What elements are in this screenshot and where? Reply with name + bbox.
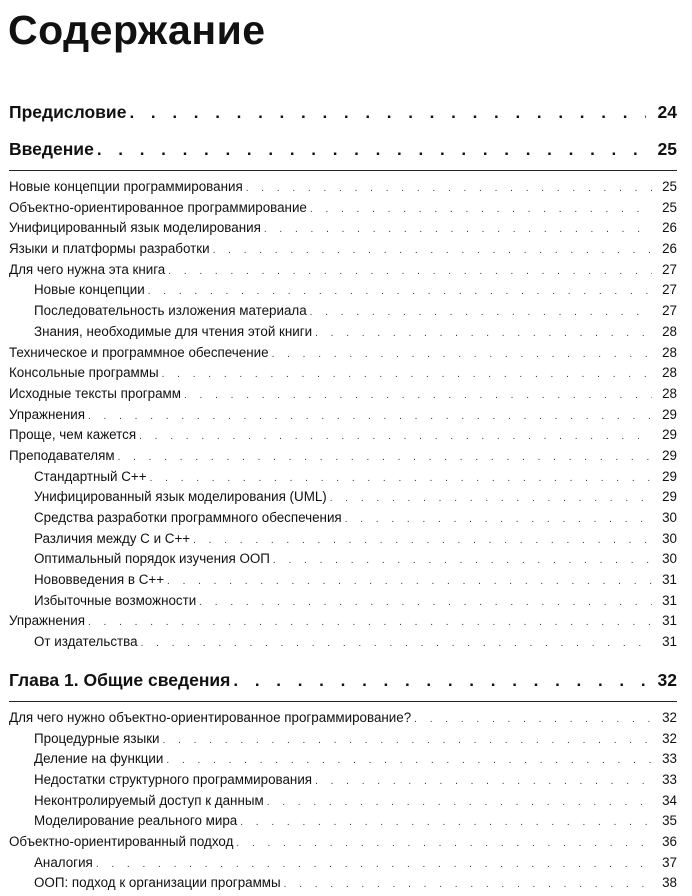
- entry-page-number: 30: [662, 510, 677, 525]
- dot-leader: [168, 262, 652, 283]
- toc-subentry: [9, 549, 677, 570]
- toc-entry: [9, 832, 677, 853]
- entry-page-number: 32: [662, 730, 677, 746]
- toc-entry: [9, 260, 677, 281]
- dot-leader: [414, 710, 652, 731]
- entry-title: Проще, чем кажется: [9, 427, 137, 443]
- dot-leader: [88, 407, 652, 428]
- entry-page-number: 29: [662, 406, 677, 422]
- entry-title: Оптимальный порядок изучения ООП: [34, 551, 270, 567]
- entry-page-number: 31: [662, 634, 677, 650]
- toc-subentry: [9, 770, 677, 791]
- dot-leader: [246, 179, 652, 200]
- toc-entry: [9, 343, 677, 364]
- dot-leader: [233, 667, 646, 695]
- entry-page-number: 27: [662, 303, 677, 319]
- entry-title: Упражнения: [9, 613, 85, 629]
- toc-entry: [9, 239, 677, 260]
- entry-title: Для чего нужно объектно-ориентированное программирование?: [9, 709, 412, 725]
- toc-entry: [9, 198, 677, 219]
- dot-leader: [199, 593, 652, 614]
- dot-leader: [213, 241, 652, 262]
- toc-subentry: [9, 570, 677, 591]
- dot-leader: [345, 510, 652, 531]
- entry-page-number: 29: [662, 489, 677, 505]
- dot-leader: [272, 345, 652, 366]
- entry-page-number: 38: [662, 875, 677, 891]
- dot-leader: [240, 813, 652, 834]
- entry-page-number: 30: [662, 530, 677, 546]
- toc-subentry: [9, 529, 677, 550]
- dot-leader: [267, 793, 652, 814]
- dot-leader: [141, 634, 652, 655]
- entry-page-number: 28: [662, 385, 677, 401]
- entry-title: Последовательность изложения материала: [34, 303, 307, 319]
- entry-title: Исходные тексты программ: [9, 385, 181, 401]
- entry-page-number: 36: [662, 833, 677, 849]
- table-of-contents: [9, 98, 677, 894]
- entry-title: Аналогия: [34, 854, 93, 870]
- entry-title: Недостатки структурного программирования: [34, 771, 313, 787]
- entry-title: Упражнения: [9, 406, 85, 422]
- toc-entry: [9, 177, 677, 198]
- entry-page-number: 29: [662, 468, 677, 484]
- entry-title: Деление на функции: [34, 751, 164, 767]
- dot-leader: [167, 572, 652, 593]
- toc-subentry: [9, 811, 677, 832]
- dot-leader: [330, 489, 652, 510]
- dot-leader: [96, 855, 652, 876]
- dot-leader: [162, 365, 652, 386]
- entry-title: Консольные программы: [9, 365, 159, 381]
- entry-page-number: 26: [662, 241, 677, 257]
- toc-subentry: [9, 749, 677, 770]
- toc-subentry: [9, 487, 677, 508]
- entry-page-number: 31: [662, 572, 677, 588]
- entry-page-number: 25: [662, 199, 677, 215]
- dot-leader: [129, 99, 646, 127]
- dot-leader: [97, 136, 646, 164]
- dot-leader: [184, 386, 652, 407]
- toc-entry: [9, 425, 677, 446]
- entry-title: Объектно-ориентированное программирование: [9, 199, 307, 215]
- dot-leader: [148, 282, 652, 303]
- toc-subentry: [9, 467, 677, 488]
- entry-page-number: 33: [662, 771, 677, 787]
- entry-title: Различия между С и С++: [34, 530, 191, 546]
- entry-title: Унифицированный язык моделирования: [9, 220, 261, 236]
- toc-subentry: [9, 729, 677, 750]
- entry-title: Средства разработки программного обеспечения: [34, 510, 342, 525]
- entry-title: Объектно-ориентированный подход: [9, 833, 234, 849]
- section-heading: [9, 135, 677, 163]
- entry-page-number: 32: [662, 709, 677, 725]
- entry-title: Для чего нужна эта книга: [9, 261, 166, 277]
- entry-title: Унифицированный язык моделирования (UML): [34, 489, 327, 505]
- entry-title: Процедурные языки: [34, 730, 160, 746]
- entry-page-number: 31: [662, 592, 677, 608]
- section-divider: [9, 701, 677, 702]
- entry-page-number: 26: [662, 220, 677, 236]
- toc-subentry: [9, 301, 677, 322]
- entry-page-number: 35: [662, 813, 677, 829]
- entry-page-number: 28: [662, 344, 677, 360]
- entry-page-number: 34: [662, 792, 677, 808]
- toc-entry: [9, 611, 677, 632]
- entry-page-number: 27: [662, 261, 677, 277]
- toc-subentry: [9, 280, 677, 301]
- section-heading: [9, 98, 677, 126]
- toc-entry: [9, 363, 677, 384]
- entry-page-number: 29: [662, 447, 677, 463]
- toc-subentry: [9, 508, 677, 529]
- toc-entry: [9, 405, 677, 426]
- entry-title: Избыточные возможности: [34, 592, 197, 608]
- entry-title: От издательства: [34, 634, 138, 650]
- dot-leader: [315, 772, 652, 793]
- entry-page-number: 27: [662, 282, 677, 298]
- dot-leader: [166, 751, 652, 772]
- entry-title: Неконтролируемый доступ к данным: [34, 792, 264, 808]
- dot-leader: [139, 427, 652, 448]
- toc-entry: [9, 708, 677, 729]
- entry-title: Предисловие: [9, 102, 127, 122]
- dot-leader: [284, 875, 652, 896]
- entry-title: ООП: подход к организации программы: [34, 875, 281, 891]
- dot-leader: [150, 469, 652, 490]
- entry-page-number: 31: [662, 613, 677, 629]
- dot-leader: [310, 200, 652, 221]
- entry-page-number: 29: [662, 427, 677, 443]
- toc-subentry: [9, 591, 677, 612]
- entry-title: Введение: [9, 139, 94, 159]
- dot-leader: [273, 551, 652, 572]
- page-title: Содержание: [8, 7, 266, 53]
- dot-leader: [88, 613, 652, 634]
- section-heading: [9, 666, 677, 694]
- entry-title: Глава 1. Общие сведения: [9, 669, 231, 690]
- dot-leader: [118, 448, 652, 469]
- entry-page-number: 28: [662, 365, 677, 381]
- entry-page-number: 25: [657, 139, 677, 159]
- entry-page-number: 24: [657, 102, 677, 122]
- entry-title: Моделирование реального мира: [34, 813, 238, 829]
- dot-leader: [310, 303, 652, 324]
- entry-title: Языки и платформы разработки: [9, 241, 210, 257]
- entry-title: Знания, необходимые для чтения этой книги: [34, 323, 313, 339]
- dot-leader: [315, 324, 652, 345]
- dot-leader: [163, 731, 652, 752]
- entry-title: Новые концепции: [34, 282, 145, 298]
- dot-leader: [236, 834, 652, 855]
- section-divider: [9, 170, 677, 171]
- entry-page-number: 33: [662, 751, 677, 767]
- toc-subentry: [9, 791, 677, 812]
- entry-page-number: 37: [662, 854, 677, 870]
- dot-leader: [193, 531, 652, 552]
- entry-page-number: 25: [662, 179, 677, 194]
- entry-title: Стандартный С++: [34, 468, 147, 484]
- toc-entry: [9, 446, 677, 467]
- entry-page-number: 30: [662, 551, 677, 567]
- dot-leader: [264, 220, 652, 241]
- toc-entry: [9, 218, 677, 239]
- entry-page-number: 28: [662, 323, 677, 339]
- toc-subentry: [9, 853, 677, 874]
- toc-subentry: [9, 632, 677, 653]
- section-gap: [9, 126, 677, 135]
- entry-title: Преподавателям: [9, 447, 115, 463]
- entry-page-number: 32: [657, 669, 677, 690]
- toc-entry: [9, 384, 677, 405]
- entry-title: Нововведения в С++: [34, 572, 165, 588]
- entry-title: Техническое и программное обеспечение: [9, 344, 269, 360]
- entry-title: Новые концепции программирования: [9, 179, 243, 194]
- toc-subentry: [9, 322, 677, 343]
